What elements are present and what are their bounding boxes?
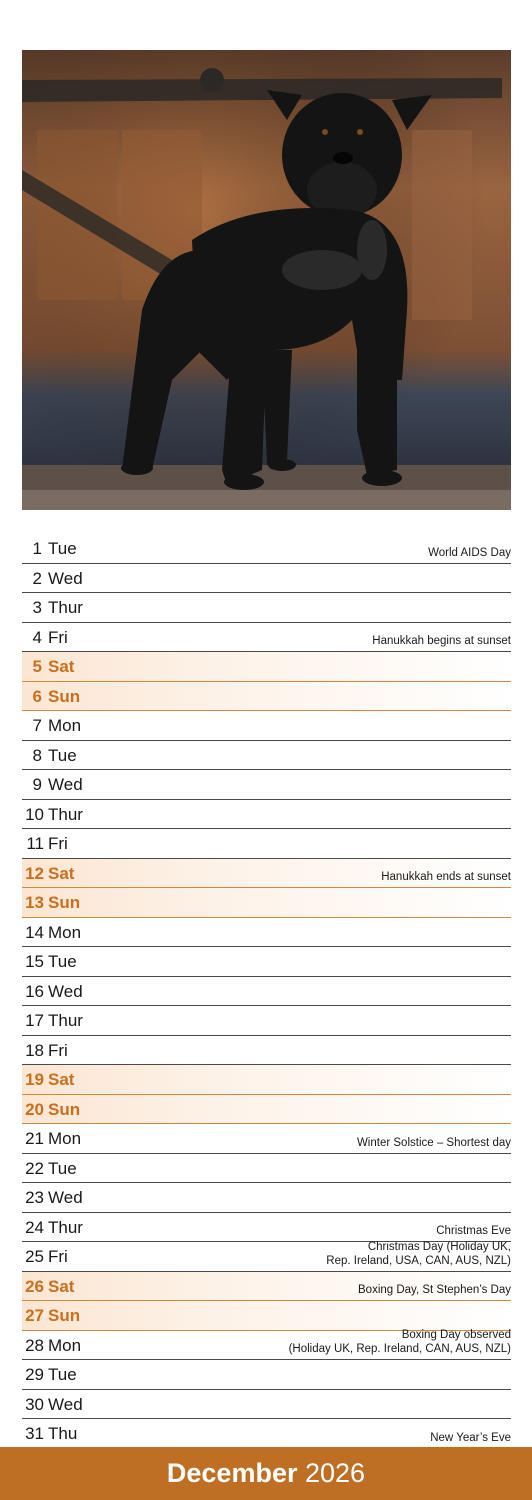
day-row [22,711,511,741]
day-event: Boxing Day, St Stephen’s Day [358,1284,511,1296]
month-footer [0,1447,532,1500]
day-number: 4 [32,627,42,647]
day-name: Fri [48,834,68,853]
day-name: Mon [48,716,82,735]
day-row [22,652,511,682]
day-name: Tue [48,1365,77,1384]
day-name: Sat [48,657,75,676]
day-row [22,682,511,712]
day-number: 16 [25,981,44,1001]
day-number: 3 [32,598,42,617]
day-name: Fri [48,627,68,647]
day-row [22,623,511,653]
day-name: Thu [48,1424,78,1443]
day-event: Christmas Day (Holiday UK, Rep. Ireland, USA, CAN, AUS, NZL) [326,1240,511,1267]
day-number: 22 [25,1158,44,1178]
day-row [22,888,511,918]
day-number: 19 [25,1070,44,1089]
day-number: 12 [25,863,44,883]
day-name: Sat [48,1070,75,1089]
day-name: Sun [48,686,81,706]
day-event: Hanukkah begins at sunset [372,635,511,647]
day-row [22,1006,511,1036]
year: 2026 [305,1458,366,1488]
day-number: 27 [25,1306,44,1325]
day-row [22,1213,511,1243]
day-event: Winter Solstice – Shortest day [356,1136,511,1149]
day-name: Sat [48,1276,75,1296]
day-number: 24 [25,1217,44,1237]
day-row [22,947,511,977]
day-number: 11 [26,834,44,853]
day-number: 15 [25,952,44,971]
day-event: New Year’s Eve [430,1431,511,1444]
day-row [22,1154,511,1184]
day-name: Wed [48,775,83,794]
day-row [22,1036,511,1066]
day-number: 29 [25,1365,44,1384]
day-number: 9 [32,775,42,794]
day-number: 5 [32,657,42,676]
day-name: Sun [48,1306,81,1325]
day-number: 26 [25,1276,44,1296]
day-row [22,1360,511,1390]
dog-photo [22,50,511,510]
day-name: Tue [48,745,77,765]
day-name: Wed [48,568,83,588]
day-event: Boxing Day observed (Holiday UK, Rep. Ireland, CAN, AUS, NZL) [288,1329,511,1355]
day-number: 23 [25,1188,44,1207]
day-row [22,1419,511,1449]
day-event: Christmas Eve [436,1225,511,1237]
day-row [22,800,511,830]
day-number: 28 [25,1335,44,1355]
day-number: 20 [25,1099,44,1119]
day-number: 30 [25,1394,44,1414]
day-name: Wed [48,981,83,1001]
day-name: Thur [48,804,83,824]
day-number: 31 [25,1424,44,1443]
day-name: Sat [48,863,75,883]
day-row [22,1331,511,1361]
day-row [22,918,511,948]
day-row [22,1272,511,1302]
day-list [22,534,511,1449]
day-number: 25 [25,1247,44,1266]
day-number: 2 [32,568,42,588]
day-row [22,534,511,564]
day-name: Thur [48,1217,83,1237]
day-name: Sun [48,1099,81,1119]
day-event: Hanukkah ends at sunset [381,871,511,883]
day-name: Wed [48,1394,83,1414]
day-number: 17 [25,1011,44,1030]
day-number: 10 [25,804,44,824]
day-event: World AIDS Day [428,546,511,559]
day-number: 7 [32,716,42,735]
day-row [22,1183,511,1213]
day-row [22,1124,511,1154]
day-name: Sun [48,893,81,912]
day-name: Wed [48,1188,83,1207]
day-number: 13 [25,893,44,912]
day-row [22,1065,511,1095]
day-row [22,564,511,594]
day-name: Fri [48,1247,68,1266]
day-row [22,741,511,771]
day-name: Tue [48,539,77,558]
day-row [22,1095,511,1125]
day-number: 21 [25,1129,44,1148]
day-number: 14 [25,922,44,942]
day-name: Mon [48,1129,82,1148]
day-row [22,829,511,859]
day-name: Mon [48,922,82,942]
day-number: 1 [32,539,42,558]
day-number: 18 [25,1040,44,1060]
day-row [22,977,511,1007]
day-number: 8 [32,745,42,765]
dog-photo-illustration [22,50,511,510]
day-row [22,859,511,889]
day-name: Mon [48,1335,82,1355]
day-name: Tue [48,952,77,971]
day-row [22,1242,511,1272]
month-name: December [166,1458,298,1488]
day-name: Thur [48,1011,83,1030]
day-name: Tue [48,1158,77,1178]
day-name: Fri [48,1040,68,1060]
day-number: 6 [32,686,42,706]
day-row [22,1301,511,1331]
day-row [22,770,511,800]
day-name: Thur [48,598,83,617]
day-row [22,593,511,623]
day-row [22,1390,511,1420]
